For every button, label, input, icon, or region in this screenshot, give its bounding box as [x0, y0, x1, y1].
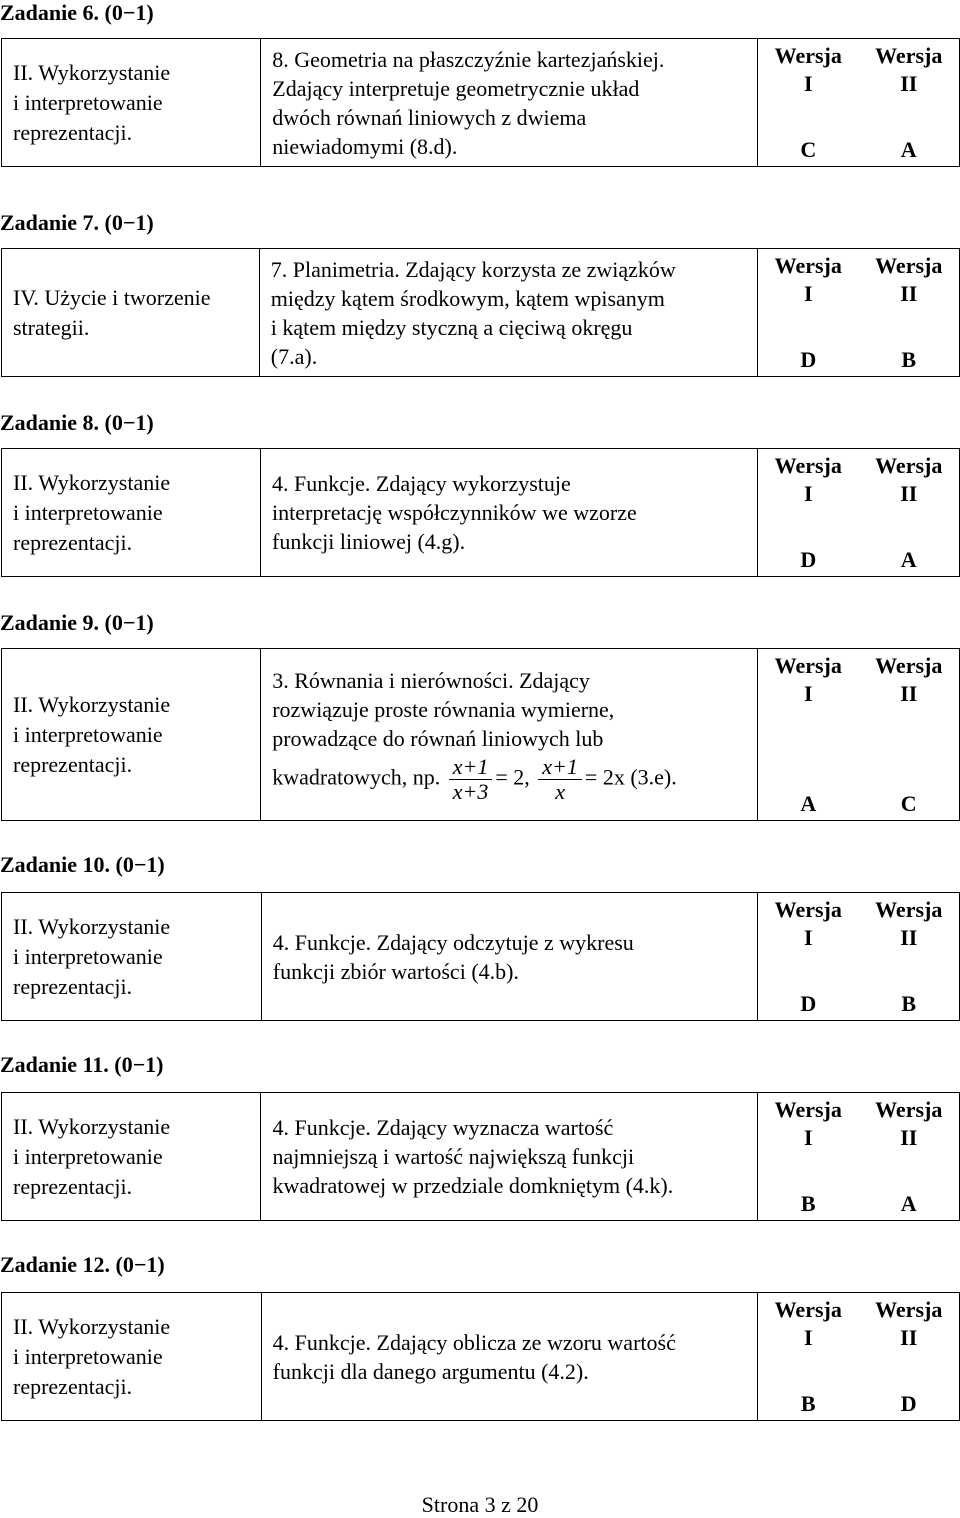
versions — [758, 1296, 959, 1418]
version-number: I — [803, 1324, 813, 1350]
task-section — [0, 0, 960, 166]
task-table — [1, 1292, 960, 1421]
version-label — [859, 652, 959, 708]
version-column — [758, 452, 858, 574]
requirement-cell — [2, 893, 262, 1021]
requirement-line: reprezentacji. — [13, 973, 133, 999]
description-cell — [261, 39, 758, 167]
version-column — [859, 42, 959, 164]
version-column — [758, 42, 858, 164]
requirement-line: reprezentacji. — [13, 1373, 133, 1399]
description-line: 7. Planimetria. Zdający korzysta ze związków — [270, 256, 676, 282]
version-column — [859, 1096, 959, 1218]
description-line: funkcji dla danego argumentu (4.2). — [272, 1358, 589, 1384]
task-section — [0, 610, 960, 820]
version-word: Wersja — [875, 652, 943, 678]
version-word: Wersja — [774, 896, 842, 922]
version-label — [758, 1096, 858, 1152]
task-title: Zadanie 9. (0−1) — [0, 610, 154, 635]
description-line: prowadzące do równań liniowych lub — [272, 725, 604, 751]
version-column — [758, 652, 858, 818]
fraction — [538, 755, 582, 804]
version-column — [859, 1296, 959, 1418]
requirement-line: IV. Użycie i tworzenie — [13, 284, 211, 310]
version-label — [758, 252, 858, 308]
version-word: Wersja — [875, 1296, 943, 1322]
description-line: i kątem między styczną a cięciwą okręgu — [270, 314, 633, 340]
versions-cell — [758, 249, 960, 377]
fraction-denominator: x+3 — [452, 778, 489, 804]
version-word: Wersja — [774, 452, 842, 478]
formula-rhs: = 2, — [495, 764, 536, 790]
version-number: II — [900, 924, 918, 950]
version-label — [758, 42, 858, 98]
description-line: 4. Funkcje. Zdający wyznacza wartość — [272, 1115, 614, 1140]
task-table — [1, 448, 960, 577]
task-section — [0, 210, 960, 376]
description-cell — [261, 893, 757, 1021]
version-word: Wersja — [875, 42, 943, 68]
requirement-line: i interpretowanie — [13, 943, 163, 969]
version-number: II — [900, 280, 918, 306]
requirement-cell — [2, 1093, 261, 1221]
fraction — [449, 755, 493, 804]
versions — [758, 452, 959, 574]
description-line: 4. Funkcje. Zdający wykorzystuje — [272, 471, 571, 496]
description-cell — [261, 1293, 757, 1421]
version-answer: A — [800, 790, 817, 816]
task-section — [0, 1252, 960, 1420]
requirement-line: reprezentacji. — [13, 529, 133, 555]
description-cell — [261, 1093, 758, 1221]
description-line: kwadratowej w przedziale domkniętym (4.k). — [272, 1173, 674, 1198]
versions — [758, 896, 959, 1018]
requirement-line: strategii. — [13, 314, 90, 340]
version-label — [859, 252, 959, 308]
version-answer: D — [800, 990, 817, 1016]
version-label — [758, 896, 858, 952]
description-cell — [261, 649, 758, 821]
requirement-line: i interpretowanie — [13, 499, 163, 525]
version-answer: A — [900, 136, 917, 162]
description-line: niewiadomymi (8.d). — [272, 133, 458, 159]
fraction-denominator: x — [555, 778, 565, 804]
description-line: najmniejszą i wartość największą funkcji — [272, 1144, 635, 1169]
versions-cell — [758, 893, 960, 1021]
task-title: Zadanie 10. (0−1) — [0, 852, 165, 877]
requirement-line: II. Wykorzystanie — [13, 691, 171, 717]
task-title: Zadanie 11. (0−1) — [0, 1052, 164, 1077]
version-column — [859, 252, 959, 374]
formula-line — [272, 755, 751, 804]
version-answer: B — [800, 1190, 816, 1216]
version-answer: D — [800, 546, 817, 572]
requirement-line: II. Wykorzystanie — [13, 913, 171, 939]
version-number: II — [900, 680, 918, 706]
version-answer: B — [901, 346, 917, 372]
requirement-line: i interpretowanie — [13, 1343, 163, 1369]
requirement-line: reprezentacji. — [13, 1173, 133, 1199]
version-label — [758, 452, 858, 508]
description-line: 4. Funkcje. Zdający oblicza ze wzoru wartość — [272, 1329, 676, 1355]
version-answer: C — [800, 136, 817, 162]
task-table — [1, 248, 960, 377]
formula-rhs: = 2x — [584, 764, 631, 790]
task-title: Zadanie 6. (0−1) — [0, 0, 154, 25]
task-table — [1, 892, 960, 1021]
version-label — [859, 42, 959, 98]
versions-cell — [758, 1093, 960, 1221]
page-footer: Strona 3 z 20 — [421, 1492, 539, 1517]
requirement-cell — [2, 39, 261, 167]
version-column — [758, 1096, 858, 1218]
version-answer: A — [900, 546, 917, 572]
version-label — [859, 452, 959, 508]
version-number: I — [803, 70, 813, 96]
description-line: rozwiązuje proste równania wymierne, — [272, 696, 615, 722]
description-line: interpretację współczynników we wzorze — [272, 500, 637, 525]
requirement-line: II. Wykorzystanie — [13, 469, 171, 495]
fraction-numerator: x+1 — [538, 755, 582, 780]
requirement-cell — [2, 249, 260, 377]
task-title: Zadanie 7. (0−1) — [0, 210, 154, 235]
version-answer: A — [900, 1190, 917, 1216]
task-title: Zadanie 12. (0−1) — [0, 1252, 165, 1277]
version-label — [758, 652, 858, 708]
version-column — [859, 652, 959, 818]
requirement-cell — [2, 649, 261, 821]
version-label — [758, 1296, 858, 1352]
description-line: funkcji zbiór wartości (4.b). — [272, 958, 519, 984]
versions — [758, 652, 959, 818]
version-column — [859, 452, 959, 574]
formula-suffix: (3.e). — [630, 764, 677, 790]
description-cell — [259, 249, 757, 377]
version-number: II — [900, 70, 918, 96]
requirement-cell — [2, 1293, 262, 1421]
version-word: Wersja — [774, 652, 842, 678]
version-answer: D — [800, 346, 817, 372]
versions — [758, 252, 959, 374]
version-word: Wersja — [774, 252, 842, 278]
version-answer: C — [900, 790, 917, 816]
description-line: między kątem środkowym, kątem wpisanym — [270, 285, 665, 311]
version-label — [859, 1096, 959, 1152]
description-line: dwóch równań liniowych z dwiema — [272, 104, 587, 130]
description-line: 8. Geometria na płaszczyźnie kartezjańskiej. — [272, 46, 665, 72]
task-table — [1, 38, 960, 167]
requirement-line: reprezentacji. — [13, 119, 133, 145]
requirement-line: II. Wykorzystanie — [13, 1113, 171, 1139]
version-column — [758, 1296, 858, 1418]
version-number: II — [900, 480, 918, 506]
version-word: Wersja — [875, 1096, 943, 1122]
task-table — [1, 648, 960, 821]
requirement-line: reprezentacji. — [13, 751, 133, 777]
versions-cell — [758, 39, 960, 167]
version-word: Wersja — [774, 42, 842, 68]
version-number: I — [803, 1124, 813, 1150]
version-word: Wersja — [774, 1096, 842, 1122]
version-word: Wersja — [875, 896, 943, 922]
formula-prefix: kwadratowych, np. — [272, 764, 446, 790]
task-section — [0, 410, 960, 576]
requirement-line: II. Wykorzystanie — [13, 59, 171, 85]
version-column — [859, 896, 959, 1018]
requirement-line: i interpretowanie — [13, 1143, 163, 1169]
version-word: Wersja — [875, 452, 943, 478]
version-answer: D — [900, 1390, 917, 1416]
task-table — [1, 1092, 960, 1221]
versions — [758, 1096, 959, 1218]
description-line: 4. Funkcje. Zdający odczytuje z wykresu — [272, 929, 634, 955]
versions-cell — [758, 449, 960, 577]
task-title: Zadanie 8. (0−1) — [0, 410, 154, 435]
versions-cell — [758, 1293, 960, 1421]
version-number: I — [803, 280, 813, 306]
version-number: I — [803, 480, 813, 506]
version-word: Wersja — [774, 1296, 842, 1322]
version-label — [859, 896, 959, 952]
description-line: Zdający interpretuje geometrycznie układ — [272, 75, 640, 101]
version-column — [758, 252, 858, 374]
version-number: I — [803, 680, 813, 706]
version-label — [859, 1296, 959, 1352]
description-line: 3. Równania i nierówności. Zdający — [272, 667, 590, 693]
version-answer: B — [800, 1390, 816, 1416]
version-word: Wersja — [875, 252, 943, 278]
version-answer: B — [901, 990, 917, 1016]
requirement-line: i interpretowanie — [13, 89, 163, 115]
task-section — [0, 1052, 960, 1220]
version-number: II — [900, 1324, 918, 1350]
requirement-line: II. Wykorzystanie — [13, 1313, 171, 1339]
version-column — [758, 896, 858, 1018]
description-cell — [261, 449, 758, 577]
version-number: I — [803, 924, 813, 950]
description-line: funkcji liniowej (4.g). — [272, 529, 466, 554]
versions — [758, 42, 959, 164]
fraction-numerator: x+1 — [449, 755, 493, 780]
requirement-line: i interpretowanie — [13, 721, 163, 747]
version-number: II — [900, 1124, 918, 1150]
requirement-cell — [2, 449, 261, 577]
description-line: (7.a). — [270, 343, 318, 369]
task-section — [0, 852, 960, 1020]
versions-cell — [758, 649, 960, 821]
